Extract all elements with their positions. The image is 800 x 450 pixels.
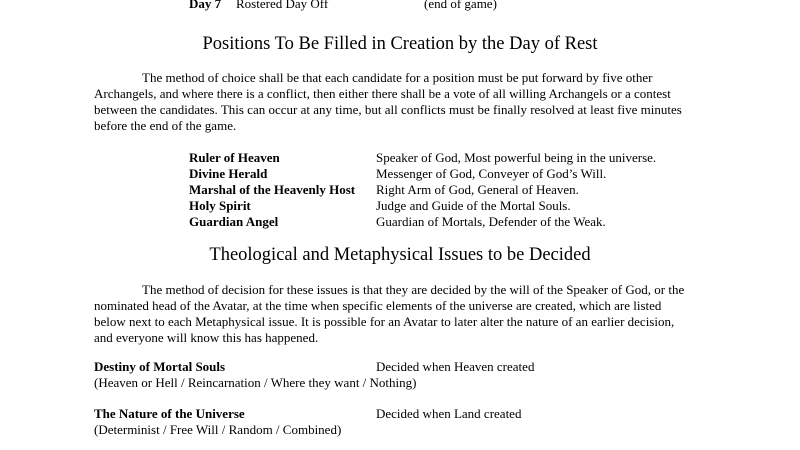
issue-options: (Heaven or Hell / Reincarnation / Where they want / Nothing): [94, 375, 417, 390]
issues-paragraph: [94, 282, 704, 346]
paragraph-line: below next to each Metaphysical issue. It is possible for an Avatar to later alter the nature of an earlier decision,: [94, 314, 675, 329]
section-heading-positions: Positions To Be Filled in Creation by the Day of Rest: [202, 34, 598, 54]
paragraph-line: nominated head of the Avatar, at the time when specific elements of the universe are created, which are listed: [94, 298, 662, 313]
position-description: Messenger of God, Conveyer of God’s Will.: [376, 166, 607, 181]
issue-title: Destiny of Mortal Souls: [94, 359, 226, 374]
paragraph-line: between the candidates. This can occur at any time, but all conflicts must be finally resolved at least five minutes: [94, 102, 682, 117]
day-event: Rostered Day Off: [236, 0, 329, 11]
position-description: Guardian of Mortals, Defender of the Weak.: [376, 214, 606, 229]
position-title: Divine Herald: [189, 166, 268, 181]
day-note: (end of game): [424, 0, 497, 11]
issue-title: The Nature of the Universe: [94, 406, 245, 421]
paragraph-line: Archangels, and where there is a conflict, then either there shall be a vote of all willing Archangels or a contest: [94, 86, 671, 101]
position-title: Marshal of the Heavenly Host: [189, 182, 356, 197]
position-description: Right Arm of God, General of Heaven.: [376, 182, 579, 197]
paragraph-line: The method of decision for these issues is that they are decided by the will of the Speaker of God, or the: [142, 282, 685, 297]
paragraph-line: and everyone will know this has happened.: [94, 330, 319, 345]
issue-when: Decided when Land created: [376, 406, 522, 421]
day-label: Day 7: [189, 0, 222, 11]
paragraph-line: The method of choice shall be that each candidate for a position must be put forward by five other: [142, 70, 653, 85]
issue-options: (Determinist / Free Will / Random / Combined): [94, 422, 342, 437]
position-description: Speaker of God, Most powerful being in the universe.: [376, 150, 657, 165]
position-description: Judge and Guide of the Mortal Souls.: [376, 198, 571, 213]
positions-paragraph: [94, 70, 704, 134]
section-heading-issues: Theological and Metaphysical Issues to be Decided: [209, 245, 591, 265]
position-title: Holy Spirit: [189, 198, 251, 213]
position-title: Guardian Angel: [189, 214, 279, 229]
issue-when: Decided when Heaven created: [376, 359, 535, 374]
position-title: Ruler of Heaven: [189, 150, 280, 165]
paragraph-line: before the end of the game.: [94, 118, 237, 133]
